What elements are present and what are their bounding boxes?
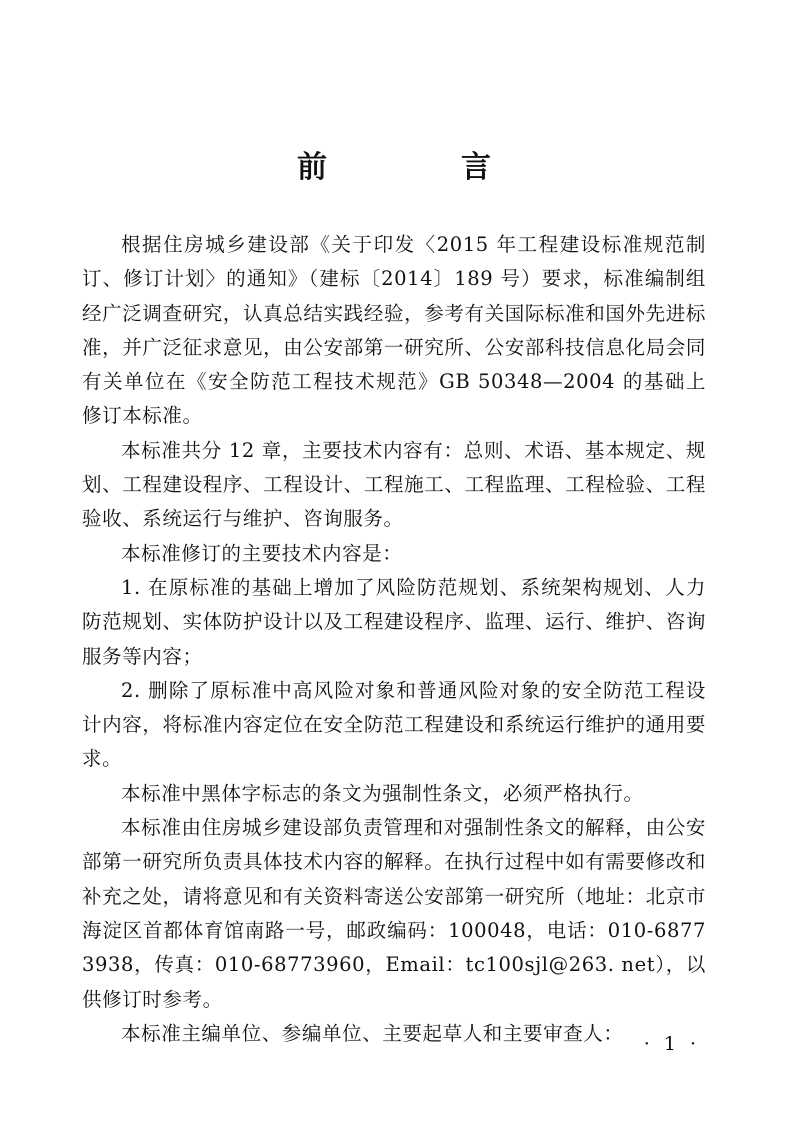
paragraph-mandatory-clauses: 本标准中黑体字标志的条文为强制性条文，必须严格执行。	[121, 781, 644, 805]
page-title: 前 言	[297, 150, 543, 186]
paragraph-drafting-units: 本标准主编单位、参编单位、主要起草人和主要审查人：	[121, 1021, 624, 1045]
paragraph-revision-item-2: 2. 删除了原标准中高风险对象和普通风险对象的安全防范工程设计内容，将标准内容定位在安全防范工程建设和系统运行维护的通用要求。	[82, 678, 706, 771]
page-number: · 1 ·	[643, 1033, 700, 1055]
paragraph-revision-intro: 本标准修订的主要技术内容是：	[121, 541, 403, 565]
paragraph-revision-item-1: 1. 在原标准的基础上增加了风险防范规划、系统架构规划、人力防范规划、实体防护设计以及工程建设程序、监理、运行、维护、咨询服务等内容；	[82, 575, 706, 668]
body-text	[82, 228, 706, 1051]
paragraph-chapters: 本标准共分 12 章，主要技术内容有：总则、术语、基本规定、规划、工程建设程序、工程设计、工程施工、工程监理、工程检验、工程验收、系统运行与维护、咨询服务。	[82, 438, 706, 531]
paragraph-background: 根据住房城乡建设部《关于印发〈2015 年工程建设标准规范制订、修订计划〉的通知》（建标〔2014〕189 号）要求，标准编制组经广泛调查研究，认真总结实践经验，参考有关国际标准和国外先进标准，并广泛征求意见，由公安部第一研究所、公安部科技信息化局会同有关单位在《安全防范工程技术规范》GB 50348—2004 的基础上修订本标准。	[82, 233, 706, 428]
paragraph-management-contact: 本标准由住房城乡建设部负责管理和对强制性条文的解释，由公安部第一研究所负责具体技术内容的解释。在执行过程中如有需要修改和补充之处，请将意见和有关资料寄送公安部第一研究所（地址：北京市海淀区首都体育馆南路一号，邮政编码：100048，电话：010-68773938，传真：010-68773960，Email：tc100sjl@263. net），以供修订时参考。	[82, 816, 706, 1011]
